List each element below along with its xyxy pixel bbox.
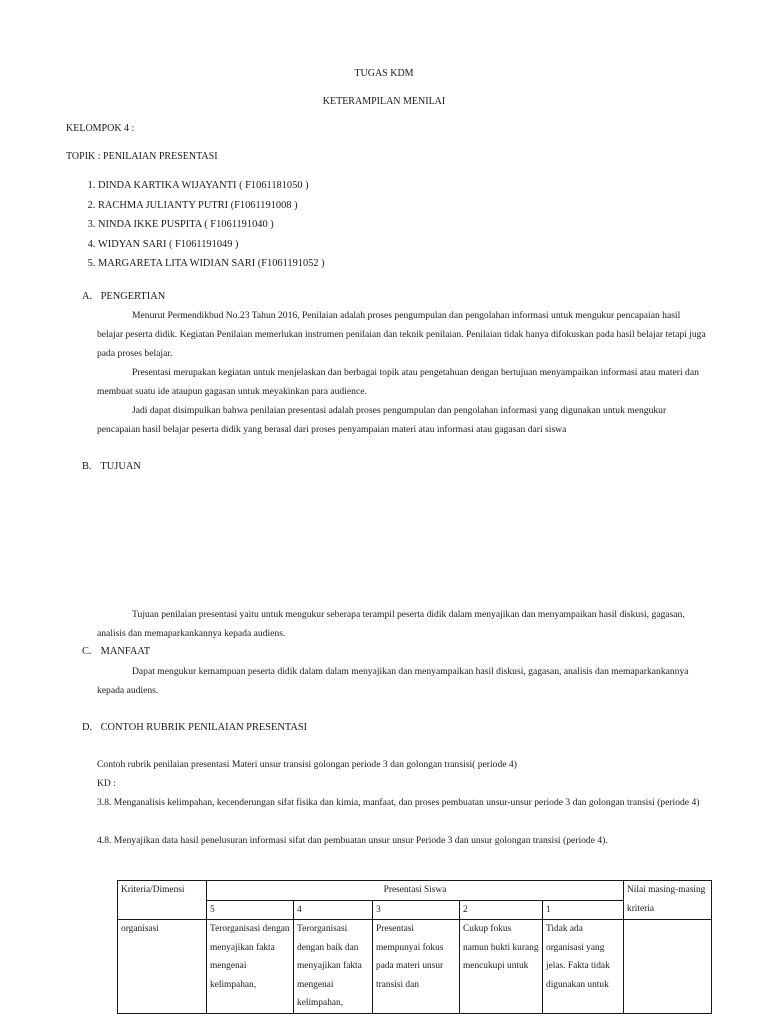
rubric-cell: Cukup fokus namun bukti kurang mencukupi untuk	[460, 920, 543, 1014]
member-item: 4. WIDYAN SARI ( F1061191049 )	[98, 235, 325, 255]
paragraph: Presentasi merupakan kegiatan untuk menjelaskan dan berbagai topik atau pengetahuan dengan bertujuan menyampaikan informasi atau materi dan membuat suatu ide ataupun gagasan untuk meyakinkan para audience.	[97, 367, 699, 397]
header-kriteria: Kriteria/Dimensi	[118, 881, 207, 920]
score-header: 3	[373, 900, 460, 920]
kriteria-cell: organisasi	[118, 920, 207, 1014]
section-a-body	[97, 306, 707, 439]
section-c-body	[97, 662, 707, 700]
section-b-body	[97, 605, 707, 643]
section-letter: D.	[82, 722, 93, 733]
section-title: PENGERTIAN	[100, 291, 166, 302]
table-score-row	[118, 900, 712, 920]
header-nilai: Nilai masing-masing kriteria	[624, 881, 712, 920]
score-header: 1	[543, 900, 624, 920]
rubric-cell: Terorganisasi dengan menyajikan fakta mengenai kelimpahan,	[207, 920, 294, 1014]
paragraph: Dapat mengukur kemampuan peserta didik dalam dalam menyajikan dan menyampaikan hasil diskusi, gagasan, analisis dan memaparkankannya kepada audiens.	[97, 666, 689, 696]
rubric-table	[117, 880, 712, 1014]
member-item: 3. NINDA IKKE PUSPITA ( F1061191040 )	[98, 215, 325, 235]
paragraph: Jadi dapat disimpulkan bahwa penilaian presentasi adalah proses pengumpulan dan pengolahan informasi yang digunakan untuk mengukur pencapaian hasil belajar peserta didik yang berasal dari proses penyampaian materi atau informasi atau gagasan dari siswa	[97, 405, 667, 435]
kd-label: KD :	[97, 778, 116, 789]
member-item: 2. RACHMA JULIANTY PUTRI (F1061191008 )	[98, 196, 325, 216]
section-a-heading	[82, 291, 165, 302]
header-presentasi: Presentasi Siswa	[207, 881, 624, 901]
section-title: CONTOH RUBRIK PENILAIAN PRESENTASI	[100, 722, 308, 733]
nilai-cell	[624, 920, 712, 1014]
member-item: 5. MARGARETA LITA WIDIAN SARI (F1061191052 )	[98, 254, 325, 274]
section-letter: B.	[82, 461, 92, 472]
score-header: 2	[460, 900, 543, 920]
section-d-heading	[82, 722, 307, 733]
section-title: MANFAAT	[100, 646, 151, 657]
rubric-cell: Terorganisasi dengan baik dan menyajikan fakta mengenai kelimpahan,	[294, 920, 373, 1014]
member-list	[66, 176, 325, 274]
paragraph: Menurut Permendikbud No.23 Tahun 2016, Penilaian adalah proses pengumpulan dan pengolahan informasi untuk mengukur pencapaian hasil belajar peserta didik. Kegiatan Penilaian memerlukan instrumen penilaian dan teknik penilaian. Penilaian tidak hanya difokuskan pada hasil belajar tetapi juga pada proses belajar.	[97, 310, 706, 359]
section-b-heading	[82, 461, 141, 472]
table-row	[118, 920, 712, 1014]
kelompok-label: KELOMPOK 4 :	[66, 123, 135, 134]
section-letter: A.	[82, 291, 93, 302]
member-item: 1. DINDA KARTIKA WIJAYANTI ( F1061181050 )	[98, 176, 325, 196]
rubric-cell: Tidak ada organisasi yang jelas. Fakta tidak digunakan untuk	[543, 920, 624, 1014]
table-header-row	[118, 881, 712, 901]
document-subtitle: KETERAMPILAN MENILAI	[322, 96, 446, 107]
kd-item-4-8: 4.8. Menyajikan data hasil penelusuran informasi sifat dan pembuatan unsur unsur Periode 3 dan unsur golongan transisi (periode 4).	[97, 835, 608, 846]
section-title: TUJUAN	[100, 461, 141, 472]
document-title: TUGAS KDM	[354, 68, 414, 79]
section-letter: C.	[82, 646, 92, 657]
topik-label: TOPIK : PENILAIAN PRESENTASI	[66, 151, 218, 162]
score-header: 5	[207, 900, 294, 920]
section-c-heading	[82, 646, 150, 657]
score-header: 4	[294, 900, 373, 920]
paragraph: Tujuan penilaian presentasi yaitu untuk mengukur seberapa terampil peserta didik dalam menyajikan dan menyampaikan hasil diskusi, gagasan, analisis dan memaparkankannya kepada audiens.	[97, 609, 685, 639]
rubric-intro: Contoh rubrik penilaian presentasi Materi unsur transisi golongan periode 3 dan golongan transisi( periode 4)	[97, 759, 517, 770]
kd-item-3-8: 3.8. Menganalisis kelimpahan, kecenderungan sifat fisika dan kimia, manfaat, dan proses pembuatan unsur-unsur periode 3 dan golongan transisi (periode 4)	[97, 797, 700, 808]
rubric-cell: Presentasi mempunyai fokus pada materi unsur transisi dan	[373, 920, 460, 1014]
